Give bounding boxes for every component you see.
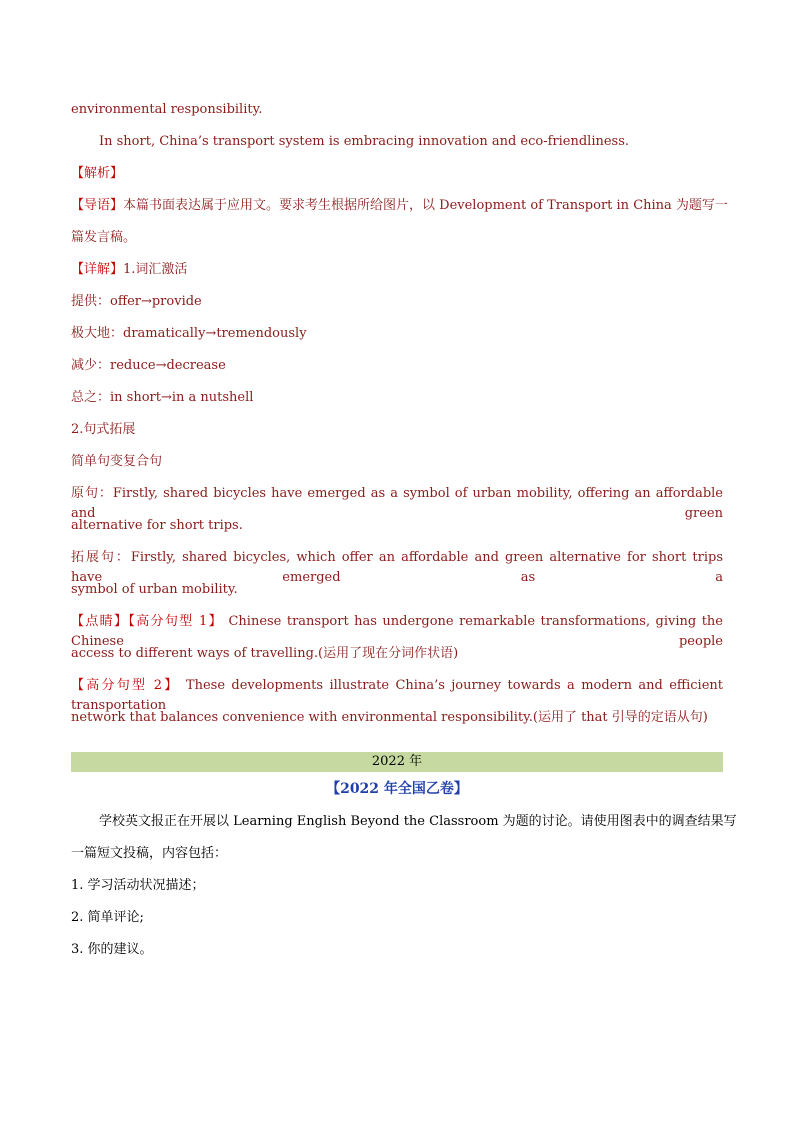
extended-sentence: 拓展句：Firstly, shared bicycles, which offer an affordable and green alternative for short trips have emerged as a	[71, 550, 723, 585]
vocab-item: 极大地：dramatically→tremendously	[71, 326, 307, 341]
highlight-line: network that balances convenience with environmental responsibility.(运用了 that 引导的定语从句)	[71, 710, 708, 725]
exam-title: 【2022 年全国乙卷】	[326, 781, 468, 797]
answer-line: In short, China’s transport system is embracing innovation and eco-friendliness.	[99, 134, 630, 149]
sentence-pattern-tag: 【高分句型 1】	[128, 614, 223, 629]
detail-tag: 【详解】	[71, 262, 124, 277]
intro-tag: 【导语】	[71, 198, 124, 213]
vocab-item: 提供：offer→provide	[71, 294, 202, 309]
extended-sentence: symbol of urban mobility.	[71, 582, 238, 597]
original-sentence: 原句：Firstly, shared bicycles have emerged as a symbol of urban mobility, offering an affordable and green	[71, 486, 723, 521]
sentence-subheading: 简单句变复合句	[71, 454, 163, 469]
highlight-tag: 【点睛】	[71, 614, 129, 629]
sentence-pattern-tag: 【高分句型 2】	[71, 678, 180, 693]
detail-text: 1.词汇激活	[123, 262, 188, 277]
intro-text: 本篇书面表达属于应用文。要求考生根据所给图片，以 Development of Transport in China 为题写一	[123, 198, 728, 213]
vocab-item: 总之：in short→in a nutshell	[71, 390, 254, 405]
analysis-heading: 【解析】	[71, 166, 124, 181]
vocab-item: 减少：reduce→decrease	[71, 358, 226, 373]
detail-line	[71, 260, 723, 280]
sentence-heading: 2.句式拓展	[71, 422, 136, 437]
task-intro: 一篇短文投稿，内容包括：	[71, 846, 228, 861]
year-bar: 2022 年	[71, 752, 723, 772]
task-item: 1. 学习活动状况描述；	[71, 878, 205, 893]
task-intro: 学校英文报正在开展以 Learning English Beyond the Classroom 为题的讨论。请使用图表中的调查结果写	[99, 814, 737, 829]
highlight-text: These developments illustrate China’s journey towards a modern and efficient transportation	[71, 678, 724, 713]
original-sentence: alternative for short trips.	[71, 518, 243, 533]
highlight-line: access to different ways of travelling.(运用了现在分词作状语)	[71, 646, 459, 661]
intro-line	[71, 196, 728, 216]
task-item: 3. 你的建议。	[71, 942, 153, 957]
intro-line: 篇发言稿。	[71, 230, 137, 245]
answer-line: environmental responsibility.	[71, 102, 263, 117]
task-item: 2. 简单评论;	[71, 910, 144, 925]
highlight-text: Chinese transport has undergone remarkable transformations, giving the Chinese people	[71, 614, 723, 649]
